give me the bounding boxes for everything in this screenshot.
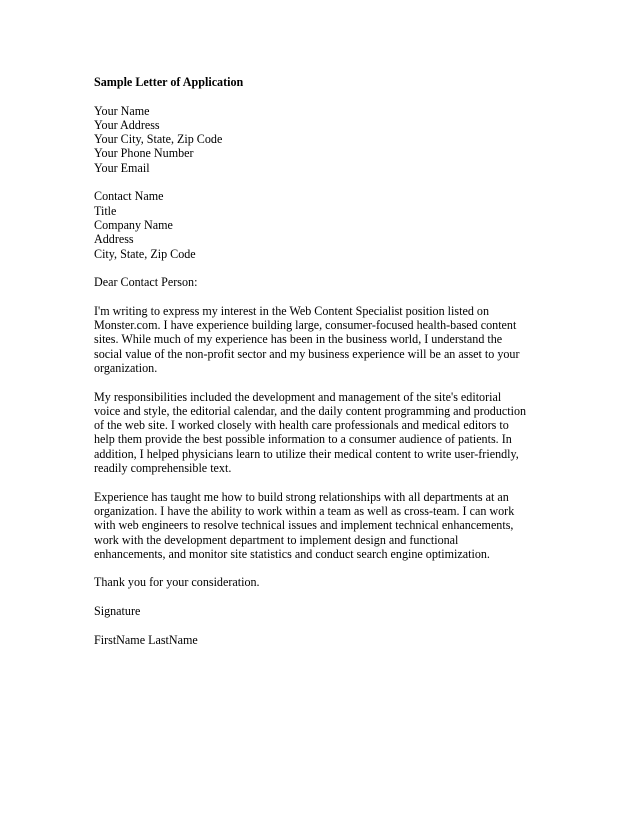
paragraph-line: help them provide the best possible information to a consumer audience of patients. In — [94, 432, 512, 447]
paragraph-line: of the web site. I worked closely with health care professionals and medical editors to — [94, 418, 509, 433]
paragraph-line: Monster.com. I have experience building large, consumer-focused health-based content — [94, 318, 517, 333]
paragraph-line: My responsibilities included the development and management of the site's editorial — [94, 389, 502, 404]
sender-email: Your Email — [94, 160, 150, 175]
letter-title: Sample Letter of Application — [94, 75, 244, 89]
signature-label: Signature — [94, 603, 141, 618]
recipient-contact-name: Contact Name — [94, 189, 164, 204]
body-paragraph-1 — [94, 304, 554, 375]
paragraph-line: I'm writing to express my interest in the Web Content Specialist position listed on — [94, 303, 489, 318]
sender-city-state-zip: Your City, State, Zip Code — [94, 132, 223, 147]
sender-name: Your Name — [94, 103, 150, 118]
paragraph-line: enhancements, and monitor site statistics and conduct search engine optimization. — [94, 546, 490, 561]
paragraph-line: sites. While much of my experience has been in the business world, I understand the — [94, 332, 503, 347]
paragraph-line: social value of the non-profit sector and my business experience will be an asset to your — [94, 346, 520, 361]
sender-phone: Your Phone Number — [94, 146, 194, 161]
paragraph-line: organization. I have the ability to work within a team as well as cross-team. I can work — [94, 503, 515, 518]
letter-body — [94, 75, 554, 661]
recipient-address-block — [94, 189, 554, 260]
paragraph-line: with web engineers to resolve technical issues and implement technical enhancements, — [94, 518, 514, 533]
closing-line: Thank you for your consideration. — [94, 575, 260, 590]
sender-address-block — [94, 104, 554, 175]
paragraph-line: organization. — [94, 360, 158, 375]
signer-name: FirstName LastName — [94, 632, 198, 647]
body-paragraph-2 — [94, 390, 554, 476]
paragraph-line: voice and style, the editorial calendar, and the daily content programming and production — [94, 403, 527, 418]
recipient-city-state-zip: City, State, Zip Code — [94, 246, 196, 261]
paragraph-line: work with the development department to implement design and functional — [94, 532, 459, 547]
paragraph-line: Experience has taught me how to build strong relationships with all departments at an — [94, 489, 509, 504]
recipient-title: Title — [94, 203, 117, 218]
recipient-address: Address — [94, 232, 134, 247]
recipient-company-name: Company Name — [94, 217, 173, 232]
salutation: Dear Contact Person: — [94, 275, 198, 290]
body-paragraph-3 — [94, 490, 554, 561]
paragraph-line: addition, I helped physicians learn to utilize their medical content to write user-friendly, — [94, 446, 519, 461]
sender-address: Your Address — [94, 117, 160, 132]
paragraph-line: readily comprehensible text. — [94, 461, 232, 476]
